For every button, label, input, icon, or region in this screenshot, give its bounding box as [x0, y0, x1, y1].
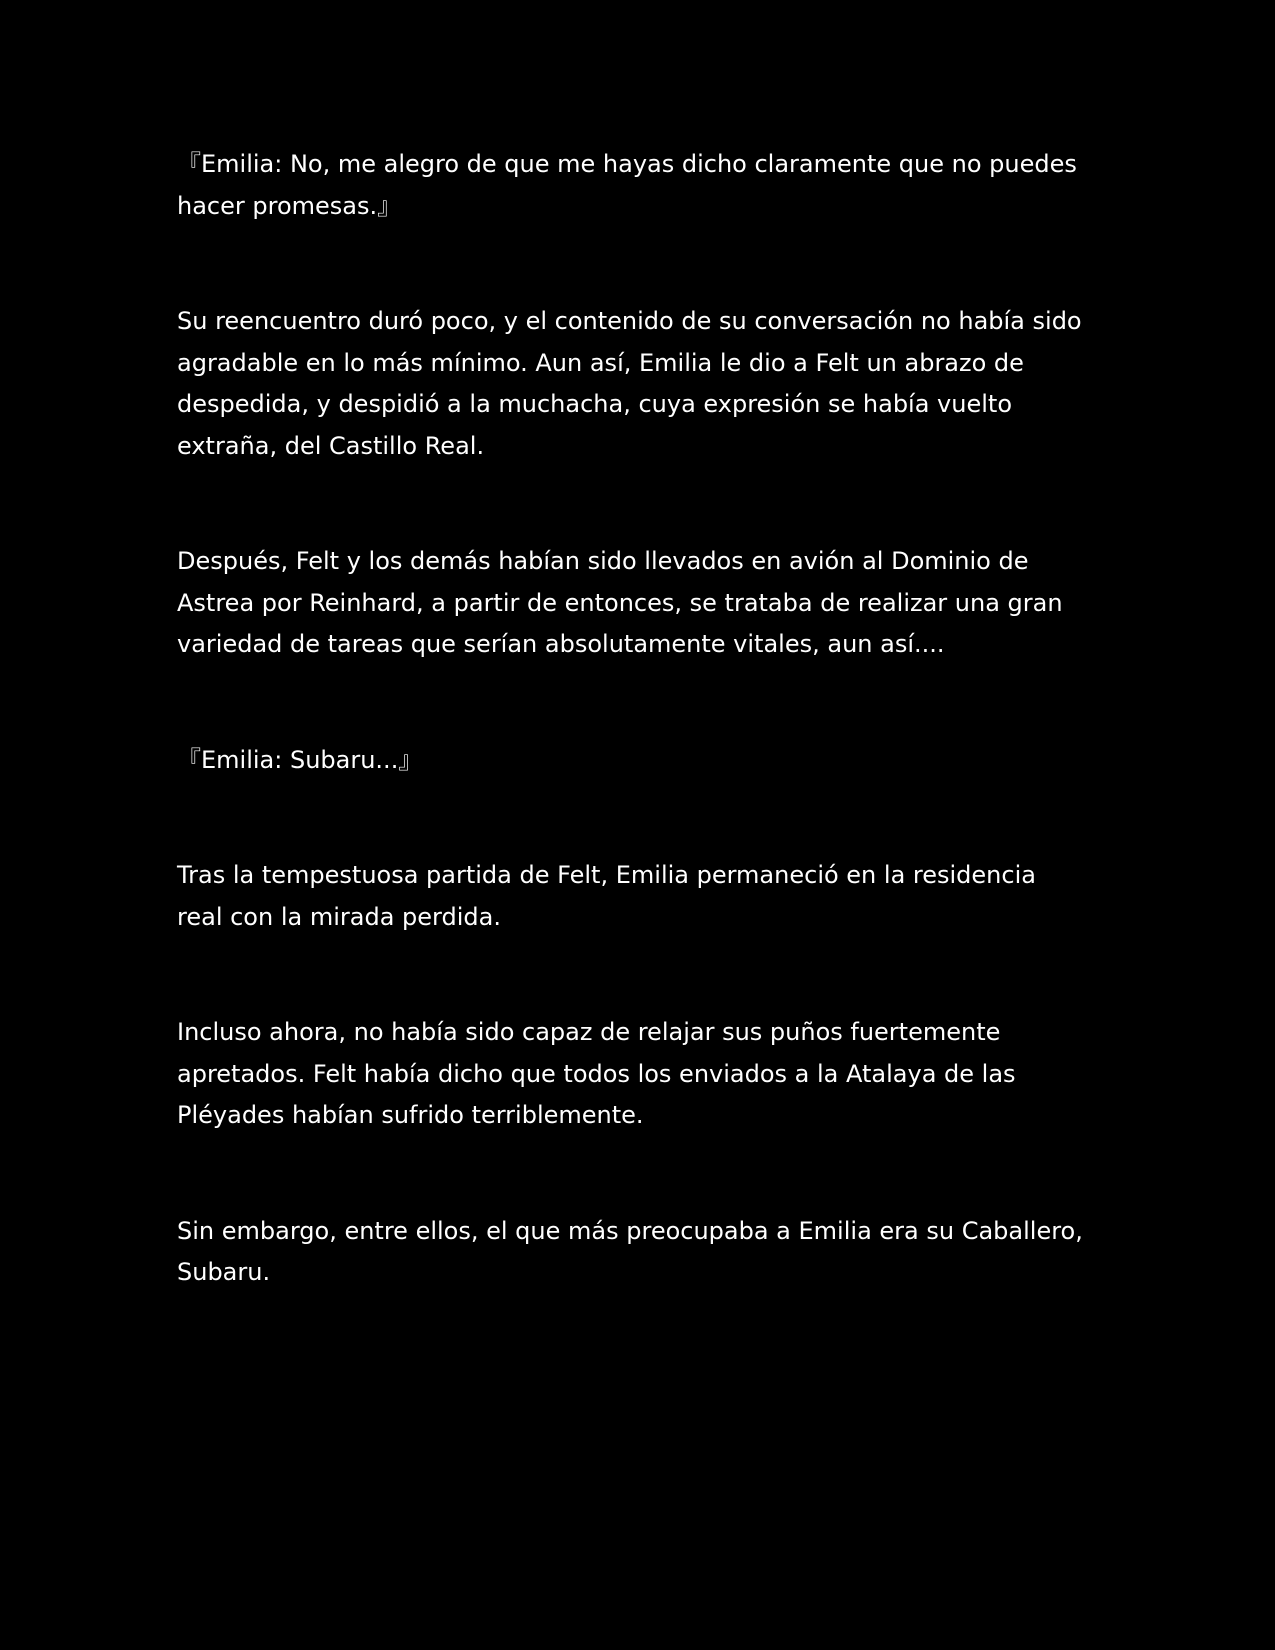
dialogue-paragraph: 『Emilia: Subaru...』	[177, 745, 423, 774]
narration-paragraph: Su reencuentro duró poco, y el contenido de su conversación no había sido agradable en lo más mínimo. Aun así, Emilia le dio a Felt un abrazo de despedida, y despidió a la muchacha, cuya expresión se había vuelto extraña, del Castillo Real.	[177, 307, 1082, 460]
document-body	[177, 144, 1087, 1368]
narration-paragraph: Sin embargo, entre ellos, el que más preocupaba a Emilia era su Caballero, Subaru.	[177, 1216, 1083, 1286]
dialogue-paragraph: 『Emilia: No, me alegro de que me hayas dicho claramente que no puedes hacer promesas.』	[177, 150, 1077, 220]
narration-paragraph: Incluso ahora, no había sido capaz de relajar sus puños fuertemente apretados. Felt había dicho que todos los enviados a la Atalaya de las Pléyades habían sufrido terriblemente.	[177, 1018, 1016, 1129]
narration-paragraph: Después, Felt y los demás habían sido llevados en avión al Dominio de Astrea por Reinhard, a partir de entonces, se trataba de realizar una gran variedad de tareas que serían absolutamente vitales, aun así....	[177, 547, 1063, 658]
narration-paragraph: Tras la tempestuosa partida de Felt, Emilia permaneció en la residencia real con la mirada perdida.	[177, 861, 1036, 931]
